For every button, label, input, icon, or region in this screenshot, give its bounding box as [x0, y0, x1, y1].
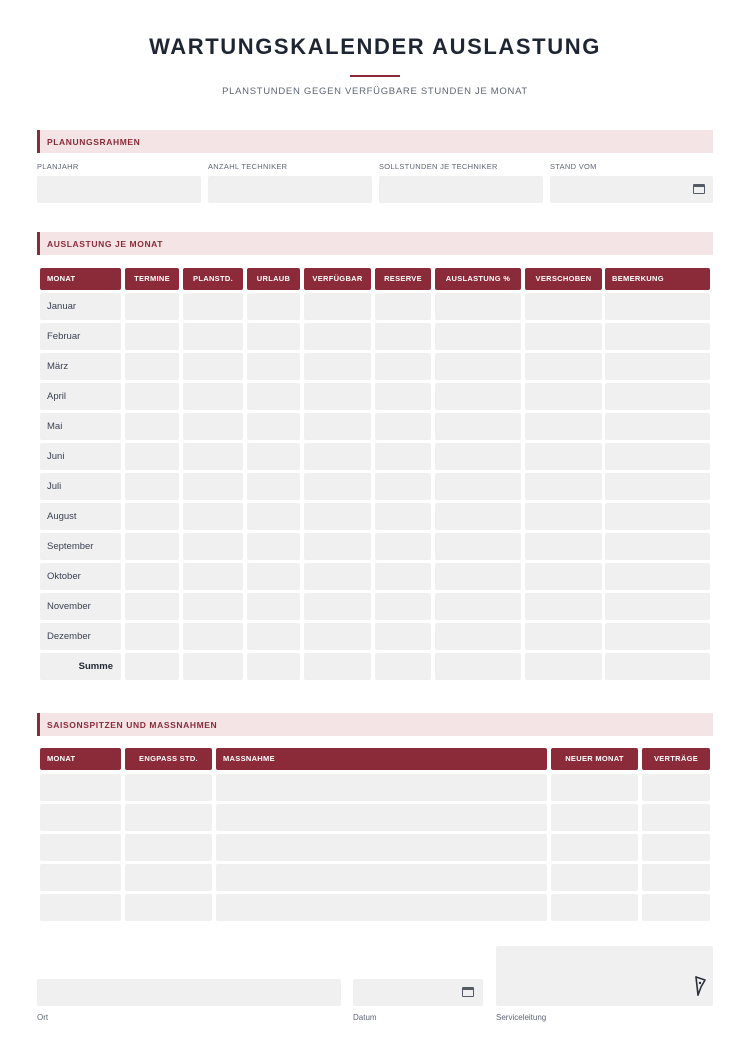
table-cell[interactable] [125, 323, 179, 350]
section-utilization [37, 232, 713, 255]
peaks-table-cell[interactable] [216, 864, 547, 891]
utilization-header-7: AUSLASTUNG % [435, 268, 521, 290]
peaks-header-4: NEUER MONAT [551, 748, 638, 770]
table-cell[interactable] [304, 293, 371, 320]
table-cell[interactable] [247, 593, 300, 620]
peaks-table-cell[interactable] [642, 894, 710, 921]
table-cell[interactable] [183, 593, 243, 620]
signature-label: Serviceleitung [496, 1013, 547, 1022]
table-cell[interactable] [375, 293, 431, 320]
table-cell[interactable] [375, 413, 431, 440]
page-title: WARTUNGSKALENDER AUSLASTUNG [149, 34, 601, 59]
table-cell[interactable] [304, 353, 371, 380]
utilization-header-6: RESERVE [375, 268, 431, 290]
table-cell[interactable] [435, 353, 521, 380]
table-cell[interactable] [125, 563, 179, 590]
sum-cell[interactable] [605, 653, 710, 680]
peaks-table-cell[interactable] [642, 834, 710, 861]
month-label: November [47, 601, 91, 612]
sollstunden-label: SOLLSTUNDEN JE TECHNIKER [379, 162, 498, 171]
utilization-header-3: PLANSTD. [183, 268, 243, 290]
signature-field[interactable] [496, 946, 713, 1006]
table-cell[interactable] [125, 623, 179, 650]
peaks-table-cell[interactable] [125, 894, 212, 921]
planjahr-label: PLANJAHR [37, 162, 79, 171]
table-cell[interactable] [304, 443, 371, 470]
utilization-header-9: BEMERKUNG [605, 268, 710, 290]
table-cell[interactable] [525, 353, 602, 380]
table-cell[interactable] [375, 623, 431, 650]
table-cell[interactable] [183, 323, 243, 350]
table-cell[interactable] [183, 563, 243, 590]
table-cell[interactable] [183, 293, 243, 320]
table-cell[interactable] [125, 533, 179, 560]
table-cell[interactable] [304, 383, 371, 410]
table-cell[interactable] [525, 623, 602, 650]
table-cell[interactable] [525, 503, 602, 530]
table-cell[interactable] [525, 473, 602, 500]
table-cell[interactable] [605, 503, 710, 530]
table-cell[interactable] [435, 383, 521, 410]
utilization-header-8: VERSCHOBEN [525, 268, 602, 290]
table-cell[interactable] [435, 323, 521, 350]
month-label: Dezember [47, 631, 91, 642]
table-cell[interactable] [125, 383, 179, 410]
table-cell[interactable] [435, 473, 521, 500]
section-utilization-heading: AUSLASTUNG JE MONAT [47, 239, 164, 249]
table-cell[interactable] [435, 443, 521, 470]
table-cell[interactable] [125, 293, 179, 320]
table-cell[interactable] [435, 533, 521, 560]
table-cell[interactable] [525, 383, 602, 410]
peaks-table-cell[interactable] [125, 804, 212, 831]
peaks-table-cell[interactable] [642, 774, 710, 801]
calendar-icon[interactable] [462, 987, 474, 997]
table-cell[interactable] [525, 443, 602, 470]
section-peaks [37, 713, 713, 736]
techniker-label: ANZAHL TECHNIKER [208, 162, 288, 171]
sum-cell[interactable] [247, 653, 300, 680]
month-label: Februar [47, 331, 81, 342]
table-cell[interactable] [375, 443, 431, 470]
stand-vom-field[interactable] [550, 176, 713, 203]
month-label: September [47, 541, 94, 552]
utilization-header-2: TERMINE [125, 268, 179, 290]
table-cell[interactable] [375, 503, 431, 530]
table-cell[interactable] [183, 413, 243, 440]
month-label: August [47, 511, 77, 522]
peaks-table-cell[interactable] [40, 834, 121, 861]
table-cell[interactable] [183, 473, 243, 500]
month-label: April [47, 391, 67, 402]
month-label: Januar [47, 301, 77, 312]
sum-cell[interactable] [183, 653, 243, 680]
peaks-table-cell[interactable] [40, 774, 121, 801]
peaks-table-cell[interactable] [642, 864, 710, 891]
table-cell[interactable] [605, 473, 710, 500]
table-cell[interactable] [605, 623, 710, 650]
table-cell[interactable] [304, 503, 371, 530]
table-cell[interactable] [375, 353, 431, 380]
table-cell[interactable] [304, 413, 371, 440]
table-cell[interactable] [375, 563, 431, 590]
table-cell[interactable] [435, 293, 521, 320]
peaks-table-cell[interactable] [551, 774, 638, 801]
peaks-table-cell[interactable] [216, 834, 547, 861]
page-subtitle: PLANSTUNDEN GEGEN VERFÜGBARE STUNDEN JE MONAT [222, 86, 528, 97]
table-cell[interactable] [525, 533, 602, 560]
section-peaks-heading: SAISONSPITZEN UND MASSNAHMEN [47, 720, 218, 730]
table-cell[interactable] [183, 503, 243, 530]
table-cell[interactable] [247, 383, 300, 410]
table-cell[interactable] [125, 473, 179, 500]
utilization-header-5: VERFÜGBAR [304, 268, 371, 290]
stand-vom-label: STAND VOM [550, 162, 597, 171]
table-cell[interactable] [375, 383, 431, 410]
table-cell[interactable] [304, 623, 371, 650]
table-cell[interactable] [247, 443, 300, 470]
peaks-header-5: VERTRÄGE [642, 748, 710, 770]
table-cell[interactable] [183, 443, 243, 470]
peaks-header-3: MASSNAHME [216, 748, 547, 770]
table-cell[interactable] [183, 353, 243, 380]
table-cell[interactable] [304, 563, 371, 590]
table-cell[interactable] [247, 323, 300, 350]
section-planning [37, 130, 713, 153]
month-label: Juli [47, 481, 62, 492]
peaks-header-2: ENGPASS STD. [125, 748, 212, 770]
table-cell[interactable] [304, 473, 371, 500]
table-cell[interactable] [125, 443, 179, 470]
table-cell[interactable] [183, 533, 243, 560]
sum-cell[interactable] [525, 653, 602, 680]
month-label: Mai [47, 421, 63, 432]
table-cell[interactable] [125, 503, 179, 530]
title-underline [350, 75, 400, 77]
peaks-table-cell[interactable] [40, 804, 121, 831]
table-cell[interactable] [125, 593, 179, 620]
peaks-table-cell[interactable] [40, 864, 121, 891]
table-cell[interactable] [375, 593, 431, 620]
table-cell[interactable] [525, 593, 602, 620]
date-label: Datum [353, 1013, 377, 1022]
sum-label: Summe [78, 661, 113, 672]
table-cell[interactable] [605, 323, 710, 350]
peaks-table-cell[interactable] [40, 894, 121, 921]
table-cell[interactable] [375, 323, 431, 350]
peaks-table-cell[interactable] [216, 894, 547, 921]
table-cell[interactable] [304, 593, 371, 620]
table-cell[interactable] [435, 593, 521, 620]
peaks-table-cell[interactable] [125, 774, 212, 801]
table-cell[interactable] [247, 353, 300, 380]
sum-cell[interactable] [375, 653, 431, 680]
sum-cell[interactable] [435, 653, 521, 680]
table-cell[interactable] [435, 623, 521, 650]
sollstunden-field[interactable] [379, 176, 543, 203]
month-label: Oktober [47, 571, 81, 582]
section-planning-heading: PLANUNGSRAHMEN [47, 137, 141, 147]
table-cell[interactable] [435, 563, 521, 590]
peaks-table-cell[interactable] [551, 834, 638, 861]
table-cell[interactable] [435, 503, 521, 530]
table-cell[interactable] [605, 533, 710, 560]
peaks-table-cell[interactable] [216, 804, 547, 831]
table-cell[interactable] [525, 323, 602, 350]
peaks-table-cell[interactable] [551, 804, 638, 831]
table-cell[interactable] [247, 533, 300, 560]
place-field[interactable] [37, 979, 341, 1006]
table-cell[interactable] [605, 383, 710, 410]
utilization-header-4: URLAUB [247, 268, 300, 290]
table-cell[interactable] [125, 413, 179, 440]
table-cell[interactable] [435, 413, 521, 440]
month-label: März [47, 361, 69, 372]
table-cell[interactable] [605, 563, 710, 590]
peaks-table-cell[interactable] [125, 834, 212, 861]
sum-cell[interactable] [125, 653, 179, 680]
peaks-header-1: MONAT [40, 748, 121, 770]
table-cell[interactable] [247, 563, 300, 590]
peaks-table-cell[interactable] [642, 804, 710, 831]
place-label: Ort [37, 1013, 49, 1022]
table-cell[interactable] [247, 473, 300, 500]
peaks-table-cell[interactable] [125, 864, 212, 891]
table-cell[interactable] [304, 533, 371, 560]
table-cell[interactable] [125, 353, 179, 380]
utilization-header-1: MONAT [40, 268, 121, 290]
table-cell[interactable] [247, 413, 300, 440]
peaks-table-cell[interactable] [551, 864, 638, 891]
table-cell[interactable] [247, 293, 300, 320]
table-cell[interactable] [525, 293, 602, 320]
table-cell[interactable] [183, 383, 243, 410]
table-cell[interactable] [605, 413, 710, 440]
table-cell[interactable] [375, 533, 431, 560]
calendar-icon[interactable] [693, 184, 705, 194]
planjahr-field[interactable] [37, 176, 201, 203]
table-cell[interactable] [605, 353, 710, 380]
table-cell[interactable] [605, 443, 710, 470]
pen-nib-icon [692, 975, 708, 997]
month-label: Juni [47, 451, 65, 462]
table-cell[interactable] [605, 593, 710, 620]
table-cell[interactable] [247, 503, 300, 530]
table-cell[interactable] [605, 293, 710, 320]
peaks-table-cell[interactable] [551, 894, 638, 921]
table-cell[interactable] [304, 323, 371, 350]
table-cell[interactable] [525, 563, 602, 590]
table-cell[interactable] [525, 413, 602, 440]
peaks-table-cell[interactable] [216, 774, 547, 801]
sum-cell[interactable] [304, 653, 371, 680]
techniker-field[interactable] [208, 176, 372, 203]
table-cell[interactable] [183, 623, 243, 650]
table-cell[interactable] [375, 473, 431, 500]
table-cell[interactable] [247, 623, 300, 650]
